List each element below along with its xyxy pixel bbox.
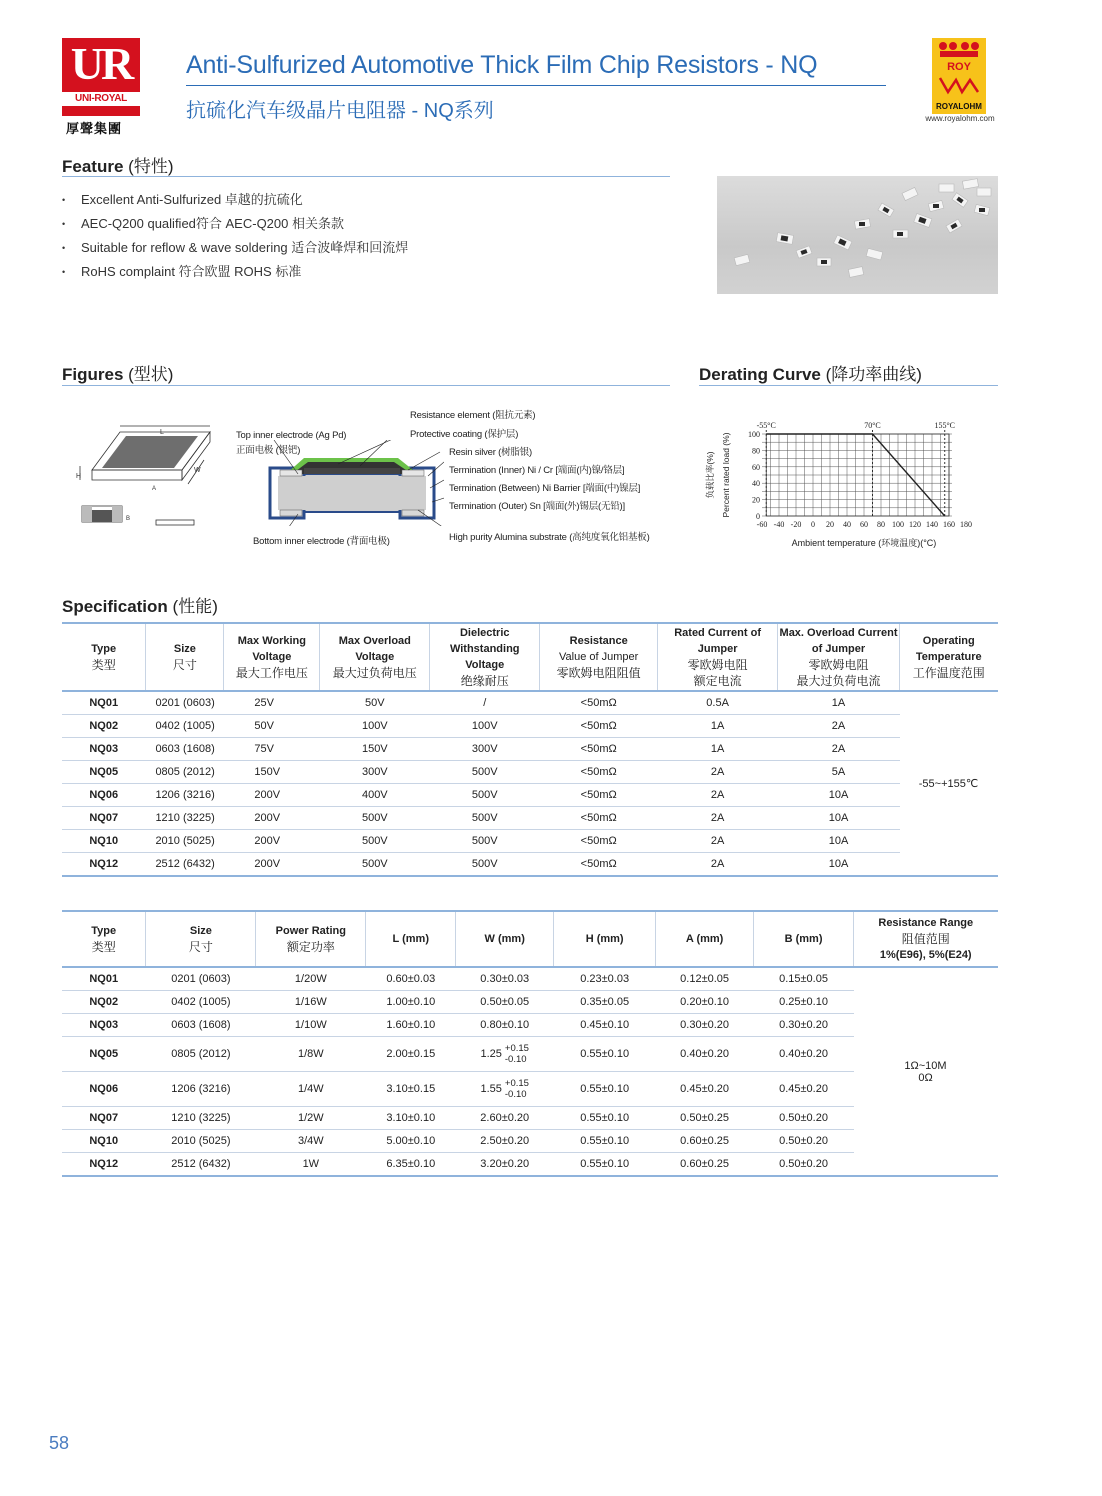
table-cell: 1/2W xyxy=(256,1107,366,1130)
dim-label-H: H xyxy=(76,473,82,480)
table-cell: 1.00±0.10 xyxy=(366,991,456,1014)
table-cell: 1A xyxy=(778,691,900,715)
y-tick-label: 80 xyxy=(752,446,760,456)
col-height: H (mm) xyxy=(554,911,656,967)
table-cell: 0805 (2012) xyxy=(146,761,224,784)
table-cell: / xyxy=(430,691,540,715)
logo-letters: ROY xyxy=(947,61,971,73)
table-cell: 0.60±0.25 xyxy=(656,1130,754,1153)
table-cell: 0.50±0.20 xyxy=(754,1130,854,1153)
table-cell: 0.30±0.03 xyxy=(456,967,554,991)
x-tick-label: 60 xyxy=(860,520,868,529)
table-cell: 300V xyxy=(430,738,540,761)
x-tick-label: -40 xyxy=(773,520,785,529)
table-cell: 1206 (3216) xyxy=(146,784,224,807)
table-cell: <50mΩ xyxy=(540,738,658,761)
table-cell: 10A xyxy=(778,830,900,853)
y-tick-label: 100 xyxy=(748,430,760,439)
table-cell: 10A xyxy=(778,784,900,807)
table-cell: 75V xyxy=(224,738,320,761)
table-row xyxy=(62,784,998,807)
x-tick-label: 120 xyxy=(909,520,921,529)
derating-divider xyxy=(699,385,998,386)
feature-item: • AEC-Q200 qualified符合 AEC-Q200 相关条款 xyxy=(62,212,408,236)
table-cell: 2A xyxy=(658,784,778,807)
table-cell: 1/20W xyxy=(256,967,366,991)
table-cell: 0.5A xyxy=(658,691,778,715)
table-cell: 0.15±0.05 xyxy=(754,967,854,991)
spec-heading xyxy=(62,592,218,617)
table-cell: 1/4W xyxy=(256,1072,366,1107)
resistance-range-cell xyxy=(854,967,998,1176)
table-cell: 2.50±0.20 xyxy=(456,1130,554,1153)
table-cell: 1/10W xyxy=(256,1014,366,1037)
table-cell: 2A xyxy=(658,761,778,784)
col-operating-temperature: Operating Temperature 工作温度范围 xyxy=(912,635,985,680)
dim-label-W: W xyxy=(194,467,201,474)
x-axis-label: Ambient temperature (环境温度)(°C) xyxy=(791,538,937,548)
table-cell: 0.50±0.20 xyxy=(754,1107,854,1130)
type-cell: NQ07 xyxy=(62,807,146,830)
table-cell: 0805 (2012) xyxy=(146,1037,256,1072)
x-tick-label: 80 xyxy=(877,520,885,529)
resistor-outline-drawing xyxy=(72,420,232,535)
width-value: 1.25 xyxy=(480,1048,502,1060)
y-axis-label-cn: 负载比率(%) xyxy=(705,451,715,499)
table-cell: 3.10±0.15 xyxy=(366,1072,456,1107)
logo-band-text: UNI-ROYAL xyxy=(62,92,140,106)
logo-mark: UR xyxy=(70,38,132,89)
x-tick-label: 160 xyxy=(943,520,955,529)
col-type: Type 类型 xyxy=(62,911,146,967)
crown-icon xyxy=(932,38,986,102)
spec-title-cn: (性能) xyxy=(172,597,218,616)
feature-item: • Suitable for reflow & wave soldering 适合波峰焊和回流焊 xyxy=(62,236,408,260)
table-cell: 0201 (0603) xyxy=(146,967,256,991)
table-cell: 1A xyxy=(658,715,778,738)
operating-temperature-cell: -55~+155℃ xyxy=(899,691,997,876)
table-cell: 2010 (5025) xyxy=(146,1130,256,1153)
table-header-row xyxy=(62,623,998,691)
table-cell: 0.25±0.10 xyxy=(754,991,854,1014)
table-row xyxy=(62,967,998,991)
table-cell: 150V xyxy=(320,738,430,761)
feature-divider xyxy=(62,176,670,177)
title-divider xyxy=(186,85,886,86)
chip-resistors-image xyxy=(717,176,998,294)
table-cell: 0201 (0603) xyxy=(146,691,224,715)
table-cell: 2512 (6432) xyxy=(146,1153,256,1177)
y-tick-label: 20 xyxy=(752,495,760,505)
table-cell: 0.80±0.10 xyxy=(456,1014,554,1037)
feature-heading xyxy=(62,152,173,177)
figures-title-cn: (型状) xyxy=(128,365,174,384)
table-cell: 1.60±0.10 xyxy=(366,1014,456,1037)
label-protective-coating: Protective coating (保护层) xyxy=(410,429,519,440)
feature-item: • Excellent Anti-Sulfurized 卓越的抗硫化 xyxy=(62,188,408,212)
table-cell: 25V xyxy=(224,691,320,715)
table-cell: <50mΩ xyxy=(540,807,658,830)
table-cell: 1/16W xyxy=(256,991,366,1014)
table-cell: 0.12±0.05 xyxy=(656,967,754,991)
table-cell: <50mΩ xyxy=(540,761,658,784)
x-tick-label: 100 xyxy=(892,520,904,529)
table-cell xyxy=(456,1072,554,1107)
table-cell: 1206 (3216) xyxy=(146,1072,256,1107)
x-tick-label: 140 xyxy=(926,520,938,529)
product-photo xyxy=(717,176,998,294)
table-row xyxy=(62,830,998,853)
table-cell: <50mΩ xyxy=(540,784,658,807)
label-termination-inner: Termination (Inner) Ni / Cr [端面(内)镍/铬层] xyxy=(449,465,625,476)
table-cell: 3/4W xyxy=(256,1130,366,1153)
type-cell: NQ06 xyxy=(62,1072,146,1107)
table-cell: 0.45±0.10 xyxy=(554,1014,656,1037)
figures-divider xyxy=(62,385,670,386)
table-cell: 400V xyxy=(320,784,430,807)
y-tick-label: 60 xyxy=(752,462,760,472)
col-a: A (mm) xyxy=(656,911,754,967)
table-cell: 0.60±0.03 xyxy=(366,967,456,991)
col-resistance-range: Resistance Range 阻值范围 1%(E96), 5%(E24) xyxy=(878,917,974,961)
table-cell: 0.55±0.10 xyxy=(554,1072,656,1107)
table-cell: 0.60±0.25 xyxy=(656,1153,754,1177)
table-cell: 1W xyxy=(256,1153,366,1177)
y-tick-label: 40 xyxy=(752,479,760,489)
temperature-marker-label: -55°C xyxy=(756,421,776,430)
label-top-inner-electrode-cn: 正面电极 (银钯) xyxy=(236,445,301,456)
table-cell: 0.40±0.20 xyxy=(656,1037,754,1072)
width-value: 1.55 xyxy=(480,1083,502,1095)
royalohm-name: ROYALOHM xyxy=(932,101,986,113)
table-cell: 0603 (1608) xyxy=(146,738,224,761)
table-cell: <50mΩ xyxy=(540,691,658,715)
table-cell: 2512 (6432) xyxy=(146,853,224,877)
page-title: Anti-Sulfurized Automotive Thick Film Chip Resistors - NQ xyxy=(186,51,818,79)
table-cell: 0.30±0.20 xyxy=(754,1014,854,1037)
derating-title: Derating Curve xyxy=(699,365,821,384)
table-cell: 2010 (5025) xyxy=(146,830,224,853)
table-cell: 0.55±0.10 xyxy=(554,1153,656,1177)
table-cell: 2A xyxy=(658,830,778,853)
x-tick-label: 20 xyxy=(826,520,834,529)
tolerance-minus: -0.10 xyxy=(504,1089,527,1100)
y-tick-label: 0 xyxy=(756,512,760,521)
col-size: Size 尺寸 xyxy=(146,623,224,691)
label-bottom-inner-electrode: Bottom inner electrode (背面电极) xyxy=(253,536,390,547)
table-cell: 3.10±0.10 xyxy=(366,1107,456,1130)
table-cell xyxy=(456,1037,554,1072)
table-cell: 1/8W xyxy=(256,1037,366,1072)
table-cell: 500V xyxy=(320,830,430,853)
derating-title-cn: (降功率曲线) xyxy=(825,365,922,384)
table-cell: 10A xyxy=(778,853,900,877)
label-top-inner-electrode: Top inner electrode (Ag Pd) xyxy=(236,430,347,441)
table-cell: 2A xyxy=(778,715,900,738)
table-cell: 500V xyxy=(430,761,540,784)
table-cell: 200V xyxy=(224,784,320,807)
type-cell: NQ12 xyxy=(62,1153,146,1177)
feature-list xyxy=(62,188,408,284)
table-cell: 500V xyxy=(430,784,540,807)
table-cell: 0.55±0.10 xyxy=(554,1107,656,1130)
table-cell: 200V xyxy=(224,830,320,853)
col-power-rating: Power Rating 额定功率 xyxy=(256,911,366,967)
type-cell: NQ05 xyxy=(62,761,146,784)
table-cell: 1A xyxy=(658,738,778,761)
dim-label-A: A xyxy=(152,486,157,492)
derating-heading xyxy=(699,360,922,385)
label-termination-outer: Termination (Outer) Sn [端面(外)锡层(无铅)] xyxy=(449,501,625,512)
table-cell: 50V xyxy=(224,715,320,738)
table-cell: 0.50±0.05 xyxy=(456,991,554,1014)
col-size: Size 尺寸 xyxy=(146,911,256,967)
table-cell: 100V xyxy=(320,715,430,738)
table-cell: 0.20±0.10 xyxy=(656,991,754,1014)
table-cell: 5.00±0.10 xyxy=(366,1130,456,1153)
table-header-row xyxy=(62,911,998,967)
table-cell: 1210 (3225) xyxy=(146,1107,256,1130)
type-cell: NQ06 xyxy=(62,784,146,807)
table-cell: <50mΩ xyxy=(540,853,658,877)
x-tick-label: 40 xyxy=(843,520,851,529)
spec-table-dimensions xyxy=(62,910,998,1177)
table-cell: 5A xyxy=(778,761,900,784)
uniroyal-logo xyxy=(62,38,140,116)
type-cell: NQ02 xyxy=(62,715,146,738)
table-cell: 2A xyxy=(658,853,778,877)
table-cell: 150V xyxy=(224,761,320,784)
table-cell: 200V xyxy=(224,853,320,877)
col-max-overload-voltage: Max Overload Voltage 最大过负荷电压 xyxy=(320,623,430,691)
label-resin-silver: Resin silver (树脂银) xyxy=(449,447,532,458)
table-cell: 3.20±0.20 xyxy=(456,1153,554,1177)
temperature-marker-label: 70°C xyxy=(864,421,881,430)
col-max-working-voltage: Max Working Voltage 最大工作电压 xyxy=(224,623,320,691)
table-cell: 0.50±0.20 xyxy=(754,1153,854,1177)
table-cell: 0.55±0.10 xyxy=(554,1130,656,1153)
table-cell: 2.60±0.20 xyxy=(456,1107,554,1130)
page-subtitle: 抗硫化汽车级晶片电阻器 - NQ系列 xyxy=(186,100,494,122)
table-row xyxy=(62,691,998,715)
col-dielectric-withstanding: Dielectric Withstanding Voltage 绝缘耐压 xyxy=(430,623,540,691)
feature-title-cn: (特性) xyxy=(128,157,174,176)
x-tick-label: 0 xyxy=(811,520,815,529)
table-cell: 0.40±0.20 xyxy=(754,1037,854,1072)
temperature-marker-label: 155°C xyxy=(934,421,956,430)
y-axis-label: Percent rated load (%) xyxy=(721,432,731,518)
table-cell: 200V xyxy=(224,807,320,830)
company-chinese-name: 厚聲集團 xyxy=(66,121,123,136)
table-cell: 50V xyxy=(320,691,430,715)
type-cell: NQ01 xyxy=(62,691,146,715)
table-cell: 0.35±0.05 xyxy=(554,991,656,1014)
col-b: B (mm) xyxy=(754,911,854,967)
table-cell: 2A xyxy=(658,807,778,830)
type-cell: NQ03 xyxy=(62,738,146,761)
table-cell: 1210 (3225) xyxy=(146,807,224,830)
table-cell: 0402 (1005) xyxy=(146,715,224,738)
table-cell: 0.55±0.10 xyxy=(554,1037,656,1072)
table-row xyxy=(62,715,998,738)
type-cell: NQ02 xyxy=(62,991,146,1014)
col-overload-current: Max. Overload Current of Jumper 零欧姆电阻 最大过负荷电流 xyxy=(778,623,900,691)
table-cell: 500V xyxy=(430,807,540,830)
table-cell: 2A xyxy=(778,738,900,761)
type-cell: NQ07 xyxy=(62,1107,146,1130)
table-cell: 0.23±0.03 xyxy=(554,967,656,991)
col-rated-current: Rated Current of Jumper 零欧姆电阻 额定电流 xyxy=(658,623,778,691)
table-cell: 500V xyxy=(320,853,430,877)
label-termination-between: Termination (Between) Ni Barrier [端面(中)镍层] xyxy=(449,483,641,494)
type-cell: NQ03 xyxy=(62,1014,146,1037)
table-row xyxy=(62,853,998,877)
table-cell: 500V xyxy=(430,830,540,853)
table-cell: 0603 (1608) xyxy=(146,1014,256,1037)
col-resistance-jumper: Resistance Value of Jumper 零欧姆电阻阻值 xyxy=(540,623,658,691)
table-cell: 100V xyxy=(430,715,540,738)
type-cell: NQ01 xyxy=(62,967,146,991)
jumper-resistance-value: 0Ω xyxy=(918,1071,933,1084)
type-cell: NQ10 xyxy=(62,1130,146,1153)
feature-title: Feature xyxy=(62,157,124,176)
tolerance-plus: +0.15 xyxy=(504,1043,529,1054)
table-cell: <50mΩ xyxy=(540,715,658,738)
label-resistance-element: Resistance element (阻抗元素) xyxy=(410,410,536,421)
table-cell: 0402 (1005) xyxy=(146,991,256,1014)
table-cell: 0.45±0.20 xyxy=(656,1072,754,1107)
figures-heading xyxy=(62,360,173,385)
table-cell: 500V xyxy=(320,807,430,830)
royalohm-url: www.royalohm.com xyxy=(925,114,995,123)
table-cell: 6.35±0.10 xyxy=(366,1153,456,1177)
table-cell: 300V xyxy=(320,761,430,784)
table-cell: 10A xyxy=(778,807,900,830)
spec-table-electrical xyxy=(62,622,998,877)
table-row xyxy=(62,761,998,784)
spec-title: Specification xyxy=(62,597,168,616)
table-cell: 0.45±0.20 xyxy=(754,1072,854,1107)
table-cell: 500V xyxy=(430,853,540,877)
type-cell: NQ12 xyxy=(62,853,146,877)
x-tick-label: -20 xyxy=(790,520,802,529)
derating-chart xyxy=(698,412,998,552)
resistance-range-value: 1Ω~10M xyxy=(904,1059,947,1072)
dim-label-B: B xyxy=(126,516,131,522)
col-type: Type 类型 xyxy=(62,623,146,691)
tolerance-plus: +0.15 xyxy=(504,1078,529,1089)
table-cell: 2.00±0.15 xyxy=(366,1037,456,1072)
table-cell: 0.30±0.20 xyxy=(656,1014,754,1037)
table-row xyxy=(62,807,998,830)
type-cell: NQ05 xyxy=(62,1037,146,1072)
feature-item: • RoHS complaint 符合欧盟 ROHS 标准 xyxy=(62,260,408,284)
col-width: W (mm) xyxy=(456,911,554,967)
table-row xyxy=(62,738,998,761)
table-cell: <50mΩ xyxy=(540,830,658,853)
type-cell: NQ10 xyxy=(62,830,146,853)
dim-label-L: L xyxy=(160,429,164,436)
x-tick-label: -60 xyxy=(756,520,768,529)
table-cell: 0.50±0.25 xyxy=(656,1107,754,1130)
page-number: 58 xyxy=(49,1433,70,1453)
tolerance-minus: -0.10 xyxy=(504,1054,527,1065)
figures-title: Figures xyxy=(62,365,124,384)
x-tick-label: 180 xyxy=(960,520,972,529)
label-alumina-substrate: High purity Alumina substrate (高纯度氧化铝基板) xyxy=(449,532,650,543)
col-length: L (mm) xyxy=(366,911,456,967)
